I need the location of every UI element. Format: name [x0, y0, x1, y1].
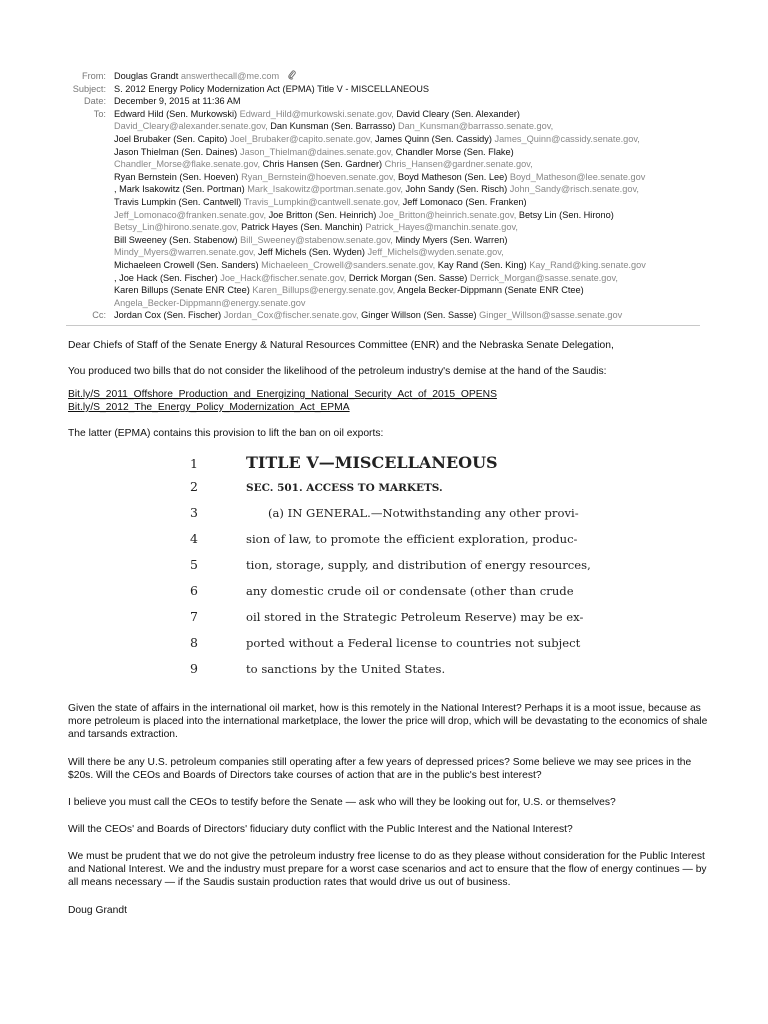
bill-line-text: TITLE V—MISCELLANEOUS: [246, 453, 498, 472]
recipient-name[interactable]: Patrick Hayes (Sen. Manchin): [241, 222, 363, 233]
recipient-line: [114, 246, 728, 259]
bill-line-text: any domestic crude oil or condensate (other than crude: [246, 584, 574, 598]
paragraph-national-interest: Given the state of affairs in the international oil market, how is this remotely in the National Interest? Perhaps it is a moot issue, because as more petroleum is placed into the international marketplace, the lower the price will drop, which will be devastating to the economics of shale and tarsands extraction.: [68, 703, 708, 740]
subject-row: [0, 83, 768, 96]
from-label: From:: [82, 71, 106, 81]
bill-line: [190, 531, 578, 557]
date-row: [0, 95, 768, 108]
recipient-email[interactable]: Angela_Becker-Dippmann@energy.senate.gov: [114, 297, 306, 308]
sender-email[interactable]: answerthecall@me.com: [180, 71, 280, 81]
recipient-line: [114, 108, 728, 121]
recipient-email[interactable]: Ginger_Willson@sasse.senate.gov: [479, 310, 623, 321]
paragraph-provision: The latter (EPMA) contains this provision to lift the ban on oil exports:: [68, 428, 384, 439]
paragraph-intro: You produced two bills that do not consider the likelihood of the petroleum industry's demise at the hand of the Saudis:: [68, 366, 607, 377]
recipient-line: [114, 196, 728, 209]
recipient-name[interactable]: Mindy Myers (Sen. Warren): [395, 234, 508, 245]
recipient-line: [114, 171, 728, 184]
recipient-name[interactable]: David Cleary (Sen. Alexander): [396, 108, 520, 119]
bill-line-number: 5: [190, 557, 198, 572]
recipient-line: [114, 120, 728, 133]
bill-line-text: (a) IN GENERAL.—Notwithstanding any other provi-: [268, 506, 579, 520]
recipient-name[interactable]: , Mark Isakowitz (Sen. Portman): [114, 184, 245, 195]
link-s2012[interactable]: Bit.ly/S_2012_The_Energy_Policy_Modernization_Act_EPMA: [68, 402, 350, 413]
recipient-name[interactable]: Betsy Lin (Sen. Hirono): [518, 209, 614, 220]
date-label: Date:: [84, 96, 106, 107]
recipient-name[interactable]: Edward Hild (Sen. Murkowski): [114, 108, 238, 119]
recipient-email[interactable]: Karen_Billups@energy.senate.gov,: [252, 285, 396, 296]
recipient-email[interactable]: Jeff_Michels@wyden.senate.gov,: [367, 247, 504, 258]
recipient-name[interactable]: Kay Rand (Sen. King): [437, 259, 527, 270]
recipient-line: [114, 309, 728, 322]
bill-line: [190, 479, 550, 505]
recipient-name[interactable]: Michaeleen Crowell (Sen. Sanders): [114, 259, 259, 270]
bill-line-text: to sanctions by the United States.: [246, 662, 446, 676]
cc-recipients: [114, 309, 768, 322]
cc-label: Cc:: [92, 310, 106, 321]
bill-line-text: tion, storage, supply, and distribution of energy resources,: [246, 558, 591, 572]
from-row: [0, 70, 768, 83]
recipient-email[interactable]: James_Quinn@cassidy.senate.gov,: [494, 133, 640, 144]
bill-links: [68, 388, 708, 414]
sender-name[interactable]: Douglas Grandt: [114, 71, 179, 81]
date-text: December 9, 2015 at 11:36 AM: [114, 96, 241, 107]
recipient-line: [114, 158, 728, 171]
bill-line-text: SEC. 501. ACCESS TO MARKETS.: [246, 482, 443, 494]
bill-line-number: 4: [190, 531, 198, 546]
bill-line-number: 8: [190, 635, 198, 650]
recipient-name[interactable]: Joel Brubaker (Sen. Capito): [114, 133, 228, 144]
recipient-email[interactable]: Edward_Hild@murkowski.senate.gov,: [239, 108, 394, 119]
recipient-line: [114, 183, 728, 196]
bill-line-number: 1: [190, 456, 198, 471]
recipient-line: [114, 259, 728, 272]
cc-row: [0, 309, 768, 322]
bill-line-number: 7: [190, 609, 198, 624]
recipient-line: [114, 284, 728, 297]
recipient-name[interactable]: , Joe Hack (Sen. Fischer): [114, 272, 218, 283]
recipient-email[interactable]: Kay_Rand@king.senate.gov: [529, 259, 646, 270]
bill-line-number: 6: [190, 583, 198, 598]
recipient-email[interactable]: Jordan_Cox@fischer.senate.gov,: [223, 310, 359, 321]
bill-line: [190, 635, 581, 661]
recipient-email[interactable]: Derrick_Morgan@sasse.senate.gov,: [469, 272, 618, 283]
recipient-name[interactable]: Jeff Michels (Sen. Wyden): [257, 247, 365, 258]
bill-line-text: sion of law, to promote the efficient exploration, produc-: [246, 532, 578, 546]
recipient-email[interactable]: Patrick_Hayes@manchin.senate.gov,: [365, 222, 518, 233]
bill-line: [190, 583, 574, 609]
recipient-line: [114, 272, 728, 285]
recipient-email[interactable]: Bill_Sweeney@stabenow.senate.gov,: [240, 234, 393, 245]
email-header: [0, 70, 768, 322]
recipient-line: [114, 133, 728, 146]
recipient-email[interactable]: Betsy_Lin@hirono.senate.gov,: [114, 222, 239, 233]
recipient-email[interactable]: Joe_Hack@fischer.senate.gov,: [220, 272, 347, 283]
recipient-line: [114, 234, 728, 247]
to-row: [0, 108, 768, 310]
paragraph-prices: Will there be any U.S. petroleum companies still operating after a few years of depressed prices? Some believe we may see prices in the $20s. Will the CEOs and Boards of Directors take courses of action that are in the public's best interest?: [68, 757, 692, 781]
bill-line: [190, 557, 591, 583]
recipient-email[interactable]: Chris_Hansen@gardner.senate.gov,: [384, 159, 533, 170]
recipient-email[interactable]: Boyd_Matheson@lee.senate.gov: [509, 171, 646, 182]
paragraph-fiduciary: Will the CEOs' and Boards of Directors' fiduciary duty conflict with the Public Interest and the National Interest?: [68, 824, 573, 835]
recipient-email[interactable]: Chandler_Morse@flake.senate.gov,: [114, 159, 261, 170]
recipient-email[interactable]: Mark_Isakowitz@portman.senate.gov,: [247, 184, 403, 195]
recipient-name[interactable]: Ginger Willson (Sen. Sasse): [361, 310, 477, 321]
recipient-line: [114, 209, 728, 222]
bill-line-text: ported without a Federal license to countries not subject: [246, 636, 581, 650]
bill-line: [190, 453, 550, 479]
recipient-name[interactable]: Dan Kunsman (Sen. Barrasso): [270, 121, 396, 132]
subject-text: S. 2012 Energy Policy Modernization Act (EPMA) Title V - MISCELLANEOUS: [114, 83, 430, 94]
recipient-line: [114, 221, 728, 234]
recipient-name[interactable]: Ryan Bernstein (Sen. Hoeven): [114, 171, 239, 182]
signature: Doug Grandt: [68, 905, 127, 916]
bill-line-number: 9: [190, 661, 198, 676]
bill-line-number: 3: [190, 505, 198, 520]
to-label: To:: [93, 108, 106, 119]
bill-line: [190, 609, 584, 635]
bill-line: [190, 505, 579, 531]
paragraph-testify: I believe you must call the CEOs to testify before the Senate — ask who will they be looking out for, U.S. or themselves?: [68, 797, 616, 808]
recipient-email[interactable]: Joe_Britton@heinrich.senate.gov,: [378, 209, 517, 220]
link-s2011[interactable]: Bit.ly/S_2011_Offshore_Production_and_Energizing_National_Security_Act_of_2015_OPENS: [68, 389, 497, 400]
recipient-email[interactable]: Joel_Brubaker@capito.senate.gov,: [229, 133, 373, 144]
recipient-name[interactable]: Derrick Morgan (Sen. Sasse): [348, 272, 468, 283]
bill-excerpt-image: [190, 453, 591, 687]
recipient-email[interactable]: Travis_Lumpkin@cantwell.senate.gov,: [243, 196, 401, 207]
recipient-name[interactable]: Chris Hansen (Sen. Gardner): [262, 159, 383, 170]
recipient-line: [114, 297, 728, 310]
recipient-name[interactable]: Boyd Matheson (Sen. Lee): [397, 171, 508, 182]
recipient-email[interactable]: Dan_Kunsman@barrasso.senate.gov,: [397, 121, 554, 132]
recipient-name[interactable]: Travis Lumpkin (Sen. Cantwell): [114, 196, 242, 207]
recipient-name[interactable]: Joe Britton (Sen. Heinrich): [268, 209, 377, 220]
recipient-name[interactable]: Bill Sweeney (Sen. Stabenow): [114, 234, 238, 245]
recipient-name[interactable]: Jason Thielman (Sen. Daines): [114, 146, 238, 157]
recipient-name[interactable]: Jeff Lomonaco (Sen. Franken): [402, 196, 527, 207]
recipient-email[interactable]: Mindy_Myers@warren.senate.gov,: [114, 247, 256, 258]
recipient-name[interactable]: Jordan Cox (Sen. Fischer): [114, 310, 222, 321]
recipient-name[interactable]: John Sandy (Sen. Risch): [405, 184, 508, 195]
paperclip-icon[interactable]: [288, 70, 296, 80]
recipient-email[interactable]: Jason_Thielman@daines.senate.gov,: [239, 146, 394, 157]
recipient-email[interactable]: John_Sandy@risch.senate.gov,: [509, 184, 639, 195]
recipient-email[interactable]: Ryan_Bernstein@hoeven.senate.gov,: [241, 171, 396, 182]
recipient-email[interactable]: Jeff_Lomonaco@franken.senate.gov,: [114, 209, 267, 220]
bill-line-number: 2: [190, 479, 198, 494]
to-recipients: [114, 108, 768, 310]
bill-line-text: oil stored in the Strategic Petroleum Reserve) may be ex-: [246, 610, 584, 624]
subject-label: Subject:: [72, 83, 106, 94]
recipient-line: [114, 146, 728, 159]
header-divider: [66, 325, 700, 326]
greeting: Dear Chiefs of Staff of the Senate Energy & Natural Resources Committee (ENR) and the Nebraska Senate Delegation,: [68, 340, 614, 351]
recipient-email[interactable]: David_Cleary@alexander.senate.gov,: [114, 121, 268, 132]
recipient-name[interactable]: Chandler Morse (Sen. Flake): [395, 146, 514, 157]
bill-line: [190, 661, 550, 687]
recipient-name[interactable]: James Quinn (Sen. Cassidy): [374, 133, 492, 144]
recipient-email[interactable]: Michaeleen_Crowell@sanders.senate.gov,: [261, 259, 436, 270]
recipient-name[interactable]: Karen Billups (Senate ENR Ctee): [114, 285, 250, 296]
recipient-name[interactable]: Angela Becker-Dippmann (Senate ENR Ctee): [397, 285, 584, 296]
paragraph-prudent: We must be prudent that we do not give the petroleum industry free license to do as they please without consideration for the Public Interest and National Interest. We and the industry must prepare for a worst case scenarios and act to ensure that the flow of energy continues — by all means necessary — if the Saudis sustain production rates that would drive us out of business.: [68, 851, 707, 888]
